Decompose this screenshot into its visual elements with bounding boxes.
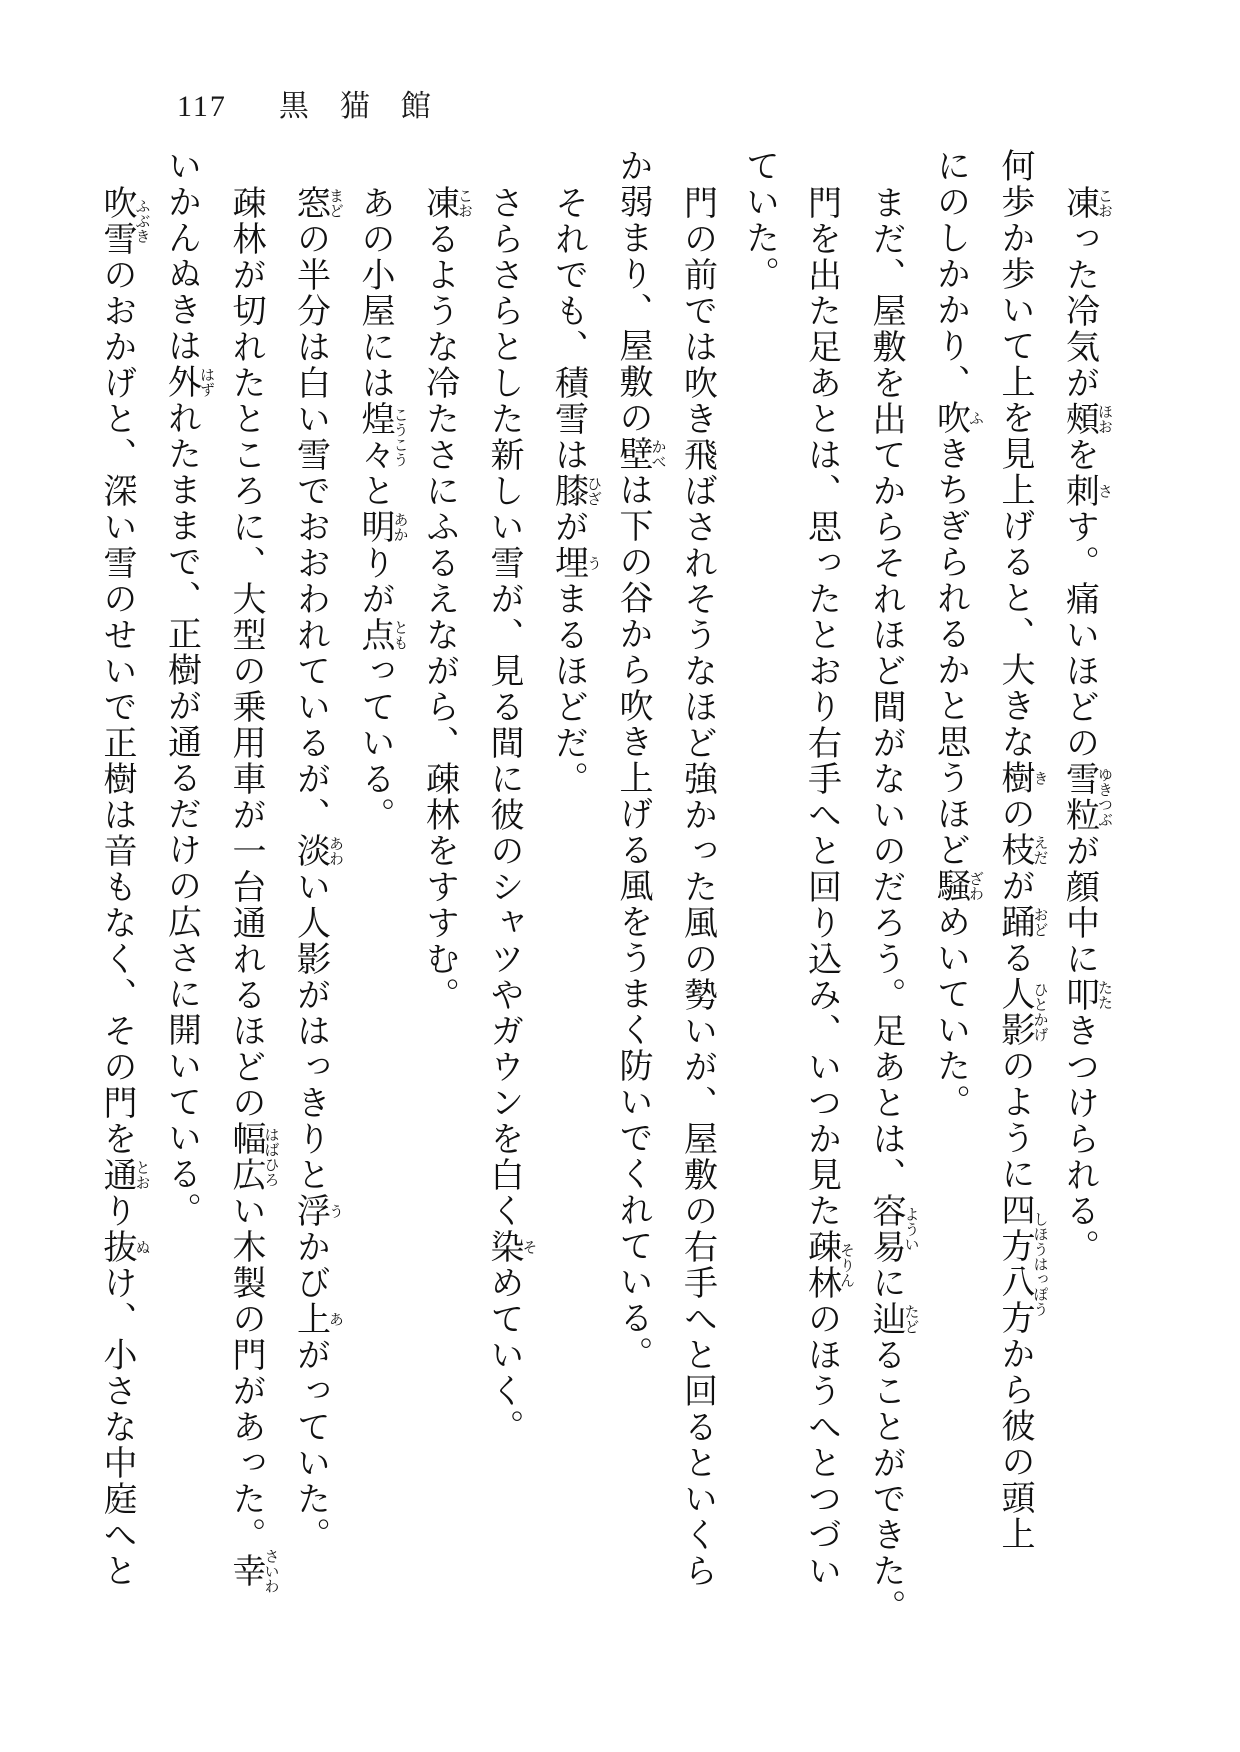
ruby-annotated-word: 外はず <box>162 364 214 400</box>
text-line: 門の前では吹き飛ばされそうなほど強かった風の勢いが、屋敷の右手へと回るといくら <box>678 185 716 1589</box>
ruby-annotated-word: 騒ざわ <box>931 868 983 904</box>
page-number: 117 <box>177 90 227 123</box>
ruby-annotated-word: 辿たど <box>867 1301 919 1337</box>
ruby-annotated-word: 幅広はばひろ <box>227 1121 279 1193</box>
ruby-annotated-word: 凍こお <box>1060 185 1112 221</box>
ruby-annotated-word: 四方八方しほうはっぽう <box>996 1192 1048 1336</box>
text-line: 門を出た足あとは、思ったとおり右手へと回り込み、いつか見た疎林そりんのほうへとつづい <box>802 185 854 1589</box>
text-line: ていた。 <box>740 148 778 292</box>
text-line: 凍こおるような冷たさにふるえながら、疎林をすすむ。 <box>420 185 472 1013</box>
ruby-annotated-word: 人影ひとかげ <box>996 976 1048 1048</box>
ruby-annotated-word: 雪粒ゆきつぶ <box>1060 761 1112 833</box>
ruby-annotated-word: 上あ <box>291 1301 343 1337</box>
ruby-annotated-word: 枝えだ <box>996 832 1048 868</box>
ruby-annotated-word: 点とも <box>356 617 408 653</box>
text-line: 吹雪ふぶきのおかげと、深い雪のせいで正樹は音もなく、その門を通とおり抜ぬけ、小さな中庭へと <box>98 185 150 1589</box>
text-line: 凍こおった冷気が頰ほおを刺さす。痛いほどの雪粒ゆきつぶが顔中に叩たたきつけられる。 <box>1060 185 1112 1265</box>
text-line: あの小屋には煌々こうこうと明あかりが点ともっている。 <box>356 185 408 833</box>
ruby-annotated-word: 抜ぬ <box>98 1229 150 1265</box>
ruby-annotated-word: 刺さ <box>1060 473 1112 509</box>
ruby-annotated-word: 頰ほお <box>1060 401 1112 437</box>
ruby-annotated-word: 埋う <box>549 545 601 581</box>
text-line: 何歩か歩いて上を見上げると、大きな樹きの枝えだが踊おどる人影ひとかげのように四方八方しほうはっぽうから彼の頭上 <box>996 148 1048 1552</box>
ruby-annotated-word: 淡あわ <box>291 833 343 869</box>
text-line: 疎林が切れたところに、大型の乗用車が一台通れるほどの幅広はばひろい木製の門があった。幸さいわ <box>227 185 279 1594</box>
ruby-annotated-word: 吹雪ふぶき <box>98 185 150 257</box>
ruby-annotated-word: 明あか <box>356 509 408 545</box>
ruby-annotated-word: 浮う <box>291 1193 343 1229</box>
ruby-annotated-word: 叩たた <box>1060 977 1112 1013</box>
text-line: いかんぬきは外はずれたままで、正樹が通るだけの広さに開いている。 <box>162 148 214 1228</box>
ruby-annotated-word: 吹ふ <box>931 400 983 436</box>
book-title: 黒猫館 <box>278 90 462 123</box>
ruby-annotated-word: 樹き <box>996 760 1048 796</box>
ruby-annotated-word: 壁かべ <box>614 436 666 472</box>
ruby-annotated-word: 煌々こうこう <box>356 401 408 473</box>
running-head <box>177 90 462 123</box>
ruby-annotated-word: 染そ <box>485 1229 537 1265</box>
ruby-annotated-word: 疎林そりん <box>802 1229 854 1301</box>
text-line: それでも、積雪は膝ひざが埋うまるほどだ。 <box>549 185 601 797</box>
ruby-annotated-word: 膝ひざ <box>549 473 601 509</box>
text-line: にのしかかり、吹ふきちぎられるかと思うほど騒ざわめいていた。 <box>931 148 983 1120</box>
ruby-annotated-word: 窓まど <box>291 185 343 221</box>
text-line: まだ、屋敷を出てからそれほど間がないのだろう。足あとは、容易よういに辿たどることができた。 <box>867 185 919 1625</box>
ruby-annotated-word: 凍こお <box>420 185 472 221</box>
text-block <box>98 148 1112 1625</box>
text-line: 窓まどの半分は白い雪でおおわれているが、淡あわい人影がはっきりと浮うかび上あがっていた。 <box>291 185 343 1553</box>
ruby-annotated-word: 通とお <box>98 1157 150 1193</box>
ruby-annotated-word: 容易ようい <box>867 1193 919 1265</box>
text-line: か弱まり、屋敷の壁かべは下の谷から吹き上げる風をうまく防いでくれている。 <box>614 148 666 1372</box>
ruby-annotated-word: 踊おど <box>996 904 1048 940</box>
ruby-annotated-word: 幸さいわ <box>227 1548 279 1594</box>
text-line: さらさらとした新しい雪が、見る間に彼のシャツやガウンを白く染そめていく。 <box>485 185 537 1445</box>
